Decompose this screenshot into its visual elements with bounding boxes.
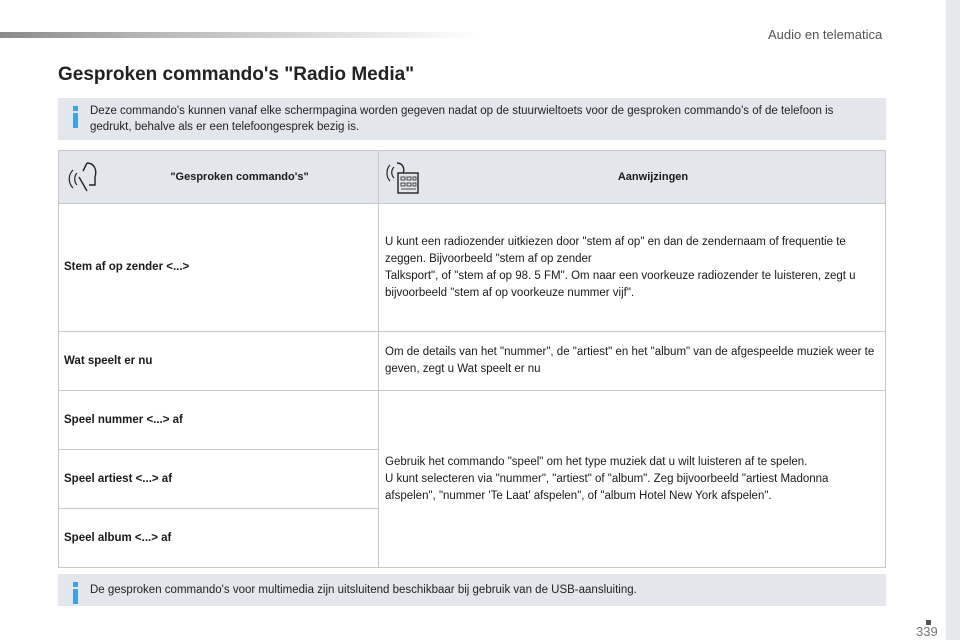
col-header-commands — [59, 151, 379, 204]
note-line: U kunt een radiozender uitkiezen door "stem af op" en dan de zendernaam of frequentie te zeggen. Bijvoorbeeld "stem af op zender — [385, 235, 846, 265]
voice-commands-table — [58, 150, 886, 568]
col-header-notes — [379, 151, 886, 204]
command-cell: Speel artiest <...> af — [59, 450, 379, 509]
info-text-bottom: De gesproken commando's voor multimedia zijn uitsluitend beschikbaar bij gebruik van de USB-aansluiting. — [90, 584, 637, 596]
table-row — [59, 204, 886, 332]
header-decoration-bar — [0, 32, 480, 38]
table-header-row — [59, 151, 886, 204]
section-title: Audio en telematica — [768, 27, 883, 42]
page-edge-strip — [946, 0, 960, 640]
page-number: 339 — [916, 624, 938, 639]
note-cell — [379, 204, 886, 332]
note-line: Talksport", of "stem af op 98. 5 FM". Om naar een voorkeuze radiozender te luisteren, zegt u bijvoorbeeld "stem af op voorkeuze nummer vijf". — [385, 269, 856, 299]
info-icon — [72, 106, 80, 128]
command-cell: Wat speelt er nu — [59, 332, 379, 391]
shared-note-cell — [379, 391, 886, 568]
table-row — [59, 332, 886, 391]
info-box-top — [58, 98, 886, 140]
voice-touchscreen-icon — [385, 159, 421, 195]
col-header-commands-label: "Gesproken commando's" — [170, 170, 309, 183]
note-line: Om de details van het "nummer", de "artiest" en het "album" van de afgespeelde muziek weer te geven, zegt u Wat speelt er nu — [385, 346, 875, 375]
note-line: U kunt selecteren via "nummer", "artiest" of "album". Zeg bijvoorbeeld "artiest Madonna afspelen", "nummer 'Te Laat' afspelen", of "album Hotel New York afspelen". — [385, 472, 829, 502]
info-box-bottom — [58, 574, 886, 606]
col-header-notes-label: Aanwijzingen — [617, 170, 689, 183]
page-title: Gesproken commando's "Radio Media" — [58, 64, 415, 85]
command-cell: Stem af op zender <...> — [59, 204, 379, 332]
note-cell — [379, 332, 886, 391]
command-cell: Speel album <...> af — [59, 509, 379, 568]
voice-command-icon — [65, 159, 101, 195]
info-icon — [72, 582, 80, 604]
command-cell: Speel nummer <...> af — [59, 391, 379, 450]
table-row — [59, 391, 886, 450]
note-line: Gebruik het commando "speel" om het type muziek dat u wilt luisteren af te spelen. — [385, 455, 808, 468]
info-text-top: Deze commando's kunnen vanaf elke schermpagina worden gegeven nadat op de stuurwieltoets voor de gesproken commando's of de telefoon is gedrukt, behalve als er een telefoongesprek bezig is. — [90, 105, 834, 133]
